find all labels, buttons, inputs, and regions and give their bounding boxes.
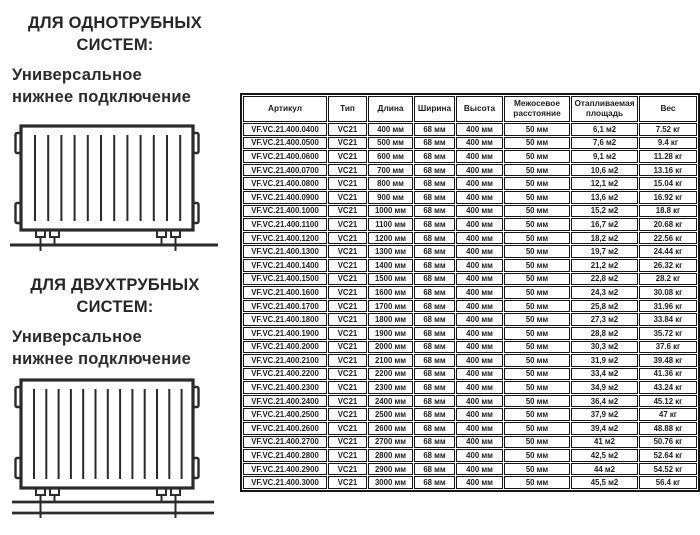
table-cell: VF.VC.21.400.0900 bbox=[243, 191, 327, 204]
table-cell: 2200 мм bbox=[368, 368, 413, 381]
table-cell: 50 мм bbox=[504, 327, 570, 340]
table-cell: 400 мм bbox=[456, 395, 503, 408]
two-pipe-heading-line1: ДЛЯ ДВУХТРУБНЫХ bbox=[30, 276, 200, 294]
table-cell: 1500 мм bbox=[368, 273, 413, 286]
table-cell: 600 мм bbox=[368, 150, 413, 163]
table-cell: 12,1 м2 bbox=[571, 177, 638, 190]
table-cell: 24.44 кг bbox=[639, 245, 697, 258]
table-cell: 400 мм bbox=[456, 123, 503, 136]
table-cell: 50 мм bbox=[504, 476, 570, 489]
table-cell: VC21 bbox=[328, 395, 367, 408]
table-cell: 400 мм bbox=[456, 300, 503, 313]
table-cell: 68 мм bbox=[414, 218, 455, 231]
table-cell: VC21 bbox=[328, 463, 367, 476]
table-cell: 34,9 м2 bbox=[571, 381, 638, 394]
table-cell: 42,5 м2 bbox=[571, 449, 638, 462]
spec-table bbox=[240, 93, 700, 492]
table-cell: 400 мм bbox=[456, 408, 503, 421]
table-cell: 1000 мм bbox=[368, 205, 413, 218]
table-cell: VF.VC.21.400.2100 bbox=[243, 354, 327, 367]
table-cell: 41.36 кг bbox=[639, 368, 697, 381]
table-cell: VC21 bbox=[328, 191, 367, 204]
table-cell: 400 мм bbox=[456, 368, 503, 381]
col-header-article: Артикул bbox=[243, 96, 327, 122]
table-cell: 18,2 м2 bbox=[571, 232, 638, 245]
table-cell: VF.VC.21.400.2600 bbox=[243, 422, 327, 435]
table-cell: 50 мм bbox=[504, 368, 570, 381]
table-cell: 68 мм bbox=[414, 476, 455, 489]
table-cell: VF.VC.21.400.0500 bbox=[243, 137, 327, 150]
spec-table-body bbox=[243, 123, 697, 489]
table-cell: VF.VC.21.400.0400 bbox=[243, 123, 327, 136]
table-cell: 35.72 кг bbox=[639, 327, 697, 340]
table-row bbox=[243, 476, 697, 489]
table-cell: VC21 bbox=[328, 354, 367, 367]
table-cell: VF.VC.21.400.3000 bbox=[243, 476, 327, 489]
table-cell: 2800 мм bbox=[368, 449, 413, 462]
table-row bbox=[243, 463, 697, 476]
table-cell: 15,2 м2 bbox=[571, 205, 638, 218]
table-cell: VF.VC.21.400.2800 bbox=[243, 449, 327, 462]
table-cell: 400 мм bbox=[456, 137, 503, 150]
table-cell: 50 мм bbox=[504, 150, 570, 163]
table-cell: 18.8 кг bbox=[639, 205, 697, 218]
table-cell: VF.VC.21.400.0700 bbox=[243, 164, 327, 177]
table-cell: VF.VC.21.400.1700 bbox=[243, 300, 327, 313]
table-cell: 68 мм bbox=[414, 232, 455, 245]
table-cell: VF.VC.21.400.2500 bbox=[243, 408, 327, 421]
single-pipe-heading bbox=[6, 12, 224, 56]
table-cell: 50.76 кг bbox=[639, 436, 697, 449]
table-cell: 400 мм bbox=[456, 463, 503, 476]
table-cell: 400 мм bbox=[456, 164, 503, 177]
table-cell: 50 мм bbox=[504, 354, 570, 367]
table-cell: VF.VC.21.400.0600 bbox=[243, 150, 327, 163]
two-pipe-heading-line2: СИСТЕМ: bbox=[76, 298, 154, 316]
table-cell: 50 мм bbox=[504, 341, 570, 354]
spec-table-header bbox=[243, 96, 697, 122]
table-cell: 68 мм bbox=[414, 273, 455, 286]
table-cell: 50 мм bbox=[504, 449, 570, 462]
table-cell: VC21 bbox=[328, 368, 367, 381]
table-cell: VF.VC.21.400.0800 bbox=[243, 177, 327, 190]
table-cell: 1600 мм bbox=[368, 286, 413, 299]
table-cell: 50 мм bbox=[504, 245, 570, 258]
table-cell: 50 мм bbox=[504, 300, 570, 313]
table-cell: 44 м2 bbox=[571, 463, 638, 476]
two-pipe-subtitle-line1: Универсальное bbox=[12, 328, 142, 346]
table-row bbox=[243, 395, 697, 408]
table-cell: VC21 bbox=[328, 300, 367, 313]
table-cell: 50 мм bbox=[504, 218, 570, 231]
table-cell: VF.VC.21.400.2400 bbox=[243, 395, 327, 408]
table-cell: VC21 bbox=[328, 245, 367, 258]
table-cell: VF.VC.21.400.1000 bbox=[243, 205, 327, 218]
table-cell: 50 мм bbox=[504, 177, 570, 190]
table-cell: 2300 мм bbox=[368, 381, 413, 394]
table-cell: 7.52 кг bbox=[639, 123, 697, 136]
table-cell: 400 мм bbox=[456, 191, 503, 204]
table-cell: VC21 bbox=[328, 286, 367, 299]
table-cell: VF.VC.21.400.1200 bbox=[243, 232, 327, 245]
single-pipe-heading-line1: ДЛЯ ОДНОТРУБНЫХ bbox=[28, 14, 202, 32]
table-cell: 400 мм bbox=[456, 327, 503, 340]
table-cell: 68 мм bbox=[414, 150, 455, 163]
table-cell: 33,4 м2 bbox=[571, 368, 638, 381]
table-cell: 39,4 м2 bbox=[571, 422, 638, 435]
table-cell: 50 мм bbox=[504, 137, 570, 150]
col-header-weight: Вес bbox=[639, 96, 697, 122]
table-cell: 50 мм bbox=[504, 422, 570, 435]
table-cell: 68 мм bbox=[414, 177, 455, 190]
table-row bbox=[243, 123, 697, 136]
table-cell: 400 мм bbox=[456, 218, 503, 231]
table-cell: VC21 bbox=[328, 137, 367, 150]
table-cell: VC21 bbox=[328, 123, 367, 136]
table-cell: 36,4 м2 bbox=[571, 395, 638, 408]
table-row bbox=[243, 191, 697, 204]
table-cell: 68 мм bbox=[414, 449, 455, 462]
table-cell: VF.VC.21.400.1600 bbox=[243, 286, 327, 299]
table-cell: VC21 bbox=[328, 205, 367, 218]
table-cell: 52.64 кг bbox=[639, 449, 697, 462]
table-cell: 68 мм bbox=[414, 286, 455, 299]
table-cell: VC21 bbox=[328, 449, 367, 462]
table-cell: VF.VC.21.400.2300 bbox=[243, 381, 327, 394]
table-cell: VC21 bbox=[328, 150, 367, 163]
table-cell: VF.VC.21.400.1900 bbox=[243, 327, 327, 340]
table-cell: VC21 bbox=[328, 327, 367, 340]
table-cell: 1300 мм bbox=[368, 245, 413, 258]
table-row bbox=[243, 273, 697, 286]
table-cell: 13.16 кг bbox=[639, 164, 697, 177]
table-cell: 400 мм bbox=[456, 150, 503, 163]
table-row bbox=[243, 368, 697, 381]
table-cell: 68 мм bbox=[414, 422, 455, 435]
table-cell: 68 мм bbox=[414, 259, 455, 272]
table-row bbox=[243, 218, 697, 231]
table-row bbox=[243, 177, 697, 190]
table-cell: 30.08 кг bbox=[639, 286, 697, 299]
table-row bbox=[243, 286, 697, 299]
two-pipe-subtitle-line2: нижнее подключение bbox=[12, 350, 192, 368]
table-row bbox=[243, 205, 697, 218]
table-cell: VF.VC.21.400.1100 bbox=[243, 218, 327, 231]
table-cell: 31.96 кг bbox=[639, 300, 697, 313]
table-cell: 400 мм bbox=[456, 436, 503, 449]
table-cell: 400 мм bbox=[456, 205, 503, 218]
table-cell: 50 мм bbox=[504, 232, 570, 245]
table-cell: VC21 bbox=[328, 164, 367, 177]
table-cell: 28,8 м2 bbox=[571, 327, 638, 340]
table-cell: VF.VC.21.400.2900 bbox=[243, 463, 327, 476]
table-row bbox=[243, 245, 697, 258]
table-cell: 1200 мм bbox=[368, 232, 413, 245]
table-cell: 27,3 м2 bbox=[571, 313, 638, 326]
table-cell: VC21 bbox=[328, 232, 367, 245]
table-cell: 400 мм bbox=[456, 259, 503, 272]
table-cell: 50 мм bbox=[504, 436, 570, 449]
table-row bbox=[243, 232, 697, 245]
table-cell: VC21 bbox=[328, 422, 367, 435]
table-row bbox=[243, 449, 697, 462]
table-cell: 50 мм bbox=[504, 463, 570, 476]
table-cell: 400 мм bbox=[456, 273, 503, 286]
table-cell: VF.VC.21.400.1400 bbox=[243, 259, 327, 272]
col-header-width: Ширина bbox=[414, 96, 455, 122]
table-cell: 68 мм bbox=[414, 164, 455, 177]
table-cell: 37.6 кг bbox=[639, 341, 697, 354]
table-row bbox=[243, 137, 697, 150]
table-row bbox=[243, 408, 697, 421]
table-row bbox=[243, 381, 697, 394]
table-cell: 24,3 м2 bbox=[571, 286, 638, 299]
table-cell: 50 мм bbox=[504, 123, 570, 136]
table-cell: 700 мм bbox=[368, 164, 413, 177]
table-row bbox=[243, 164, 697, 177]
table-cell: 68 мм bbox=[414, 300, 455, 313]
table-cell: 1700 мм bbox=[368, 300, 413, 313]
col-header-heated-area: Отапливаемая площадь bbox=[571, 96, 638, 122]
table-cell: 50 мм bbox=[504, 286, 570, 299]
table-cell: 50 мм bbox=[504, 381, 570, 394]
table-cell: 16.92 кг bbox=[639, 191, 697, 204]
table-cell: 400 мм bbox=[456, 313, 503, 326]
col-header-length: Длина bbox=[368, 96, 413, 122]
table-cell: 15.04 кг bbox=[639, 177, 697, 190]
table-cell: 68 мм bbox=[414, 463, 455, 476]
table-cell: 50 мм bbox=[504, 395, 570, 408]
table-cell: 68 мм bbox=[414, 395, 455, 408]
table-cell: 400 мм bbox=[456, 381, 503, 394]
table-row bbox=[243, 327, 697, 340]
table-cell: VC21 bbox=[328, 436, 367, 449]
table-cell: 25,8 м2 bbox=[571, 300, 638, 313]
table-cell: 22.56 кг bbox=[639, 232, 697, 245]
table-cell: 28.2 кг bbox=[639, 273, 697, 286]
table-cell: 50 мм bbox=[504, 164, 570, 177]
table-cell: 26.32 кг bbox=[639, 259, 697, 272]
table-cell: 400 мм bbox=[456, 449, 503, 462]
table-cell: 31,9 м2 bbox=[571, 354, 638, 367]
table-cell: 68 мм bbox=[414, 436, 455, 449]
single-pipe-subtitle bbox=[12, 64, 230, 108]
table-cell: 50 мм bbox=[504, 205, 570, 218]
table-cell: 900 мм bbox=[368, 191, 413, 204]
table-cell: VF.VC.21.400.1800 bbox=[243, 313, 327, 326]
table-cell: 400 мм bbox=[456, 245, 503, 258]
table-cell: 50 мм bbox=[504, 313, 570, 326]
table-cell: 400 мм bbox=[456, 286, 503, 299]
table-cell: 9.4 кг bbox=[639, 137, 697, 150]
single-pipe-subtitle-line1: Универсальное bbox=[12, 66, 142, 84]
table-cell: 2400 мм bbox=[368, 395, 413, 408]
table-cell: VC21 bbox=[328, 408, 367, 421]
table-cell: 54.52 кг bbox=[639, 463, 697, 476]
table-cell: 68 мм bbox=[414, 408, 455, 421]
table-cell: 2600 мм bbox=[368, 422, 413, 435]
header-row bbox=[243, 96, 697, 122]
table-cell: 45,5 м2 bbox=[571, 476, 638, 489]
table-cell: 400 мм bbox=[456, 341, 503, 354]
two-pipe-subtitle bbox=[12, 326, 230, 370]
table-cell: 68 мм bbox=[414, 368, 455, 381]
table-cell: 400 мм bbox=[456, 354, 503, 367]
radiator-two-pipe-diagram bbox=[8, 370, 220, 522]
single-pipe-subtitle-line2: нижнее подключение bbox=[12, 88, 192, 106]
table-cell: 50 мм bbox=[504, 273, 570, 286]
col-header-height: Высота bbox=[456, 96, 503, 122]
table-cell: 68 мм bbox=[414, 327, 455, 340]
table-cell: VF.VC.21.400.1300 bbox=[243, 245, 327, 258]
table-cell: 41 м2 bbox=[571, 436, 638, 449]
col-header-axial-distance: Межосевое расстояние bbox=[504, 96, 570, 122]
table-cell: 39.48 кг bbox=[639, 354, 697, 367]
table-row bbox=[243, 300, 697, 313]
table-cell: 9,1 м2 bbox=[571, 150, 638, 163]
table-cell: 56.4 кг bbox=[639, 476, 697, 489]
table-cell: 2900 мм bbox=[368, 463, 413, 476]
table-cell: VF.VC.21.400.2700 bbox=[243, 436, 327, 449]
table-cell: VC21 bbox=[328, 218, 367, 231]
table-cell: VC21 bbox=[328, 177, 367, 190]
table-cell: 19,7 м2 bbox=[571, 245, 638, 258]
col-header-type: Тип bbox=[328, 96, 367, 122]
table-row bbox=[243, 341, 697, 354]
connection-info-column bbox=[0, 0, 235, 535]
table-cell: 50 мм bbox=[504, 191, 570, 204]
table-cell: VC21 bbox=[328, 381, 367, 394]
table-cell: 68 мм bbox=[414, 341, 455, 354]
table-cell: VC21 bbox=[328, 273, 367, 286]
table-cell: 45.12 кг bbox=[639, 395, 697, 408]
table-cell: 30,3 м2 bbox=[571, 341, 638, 354]
radiator-valves-icon bbox=[36, 230, 180, 251]
table-row bbox=[243, 259, 697, 272]
table-cell: 33.84 кг bbox=[639, 313, 697, 326]
table-cell: 1900 мм bbox=[368, 327, 413, 340]
table-cell: 400 мм bbox=[456, 476, 503, 489]
table-cell: 48.88 кг bbox=[639, 422, 697, 435]
table-cell: 500 мм bbox=[368, 137, 413, 150]
table-cell: 22,8 м2 bbox=[571, 273, 638, 286]
two-pipe-heading bbox=[6, 274, 224, 318]
table-cell: 400 мм bbox=[456, 177, 503, 190]
table-cell: 2100 мм bbox=[368, 354, 413, 367]
table-cell: 20.68 кг bbox=[639, 218, 697, 231]
table-cell: 400 мм bbox=[456, 422, 503, 435]
table-cell: VC21 bbox=[328, 341, 367, 354]
table-cell: 16,7 м2 bbox=[571, 218, 638, 231]
table-cell: 68 мм bbox=[414, 191, 455, 204]
table-cell: 3000 мм bbox=[368, 476, 413, 489]
table-cell: 50 мм bbox=[504, 408, 570, 421]
table-cell: 1400 мм bbox=[368, 259, 413, 272]
single-pipe-heading-line2: СИСТЕМ: bbox=[76, 36, 154, 54]
table-row bbox=[243, 313, 697, 326]
table-cell: VF.VC.21.400.2000 bbox=[243, 341, 327, 354]
radiator-single-pipe-diagram bbox=[8, 112, 220, 254]
table-cell: 68 мм bbox=[414, 205, 455, 218]
table-cell: 6,1 м2 bbox=[571, 123, 638, 136]
table-cell: VC21 bbox=[328, 476, 367, 489]
table-cell: 2500 мм bbox=[368, 408, 413, 421]
table-cell: 43.24 кг bbox=[639, 381, 697, 394]
table-cell: VF.VC.21.400.2200 bbox=[243, 368, 327, 381]
table-cell: 400 мм bbox=[368, 123, 413, 136]
table-cell: 1800 мм bbox=[368, 313, 413, 326]
table-cell: 50 мм bbox=[504, 259, 570, 272]
table-cell: VC21 bbox=[328, 259, 367, 272]
table-row bbox=[243, 422, 697, 435]
table-cell: 800 мм bbox=[368, 177, 413, 190]
table-row bbox=[243, 150, 697, 163]
table-row bbox=[243, 436, 697, 449]
table-cell: 400 мм bbox=[456, 232, 503, 245]
table-cell: VF.VC.21.400.1500 bbox=[243, 273, 327, 286]
table-cell: 68 мм bbox=[414, 123, 455, 136]
table-cell: 1100 мм bbox=[368, 218, 413, 231]
table-cell: 11.28 кг bbox=[639, 150, 697, 163]
table-cell: 13,6 м2 bbox=[571, 191, 638, 204]
table-row bbox=[243, 354, 697, 367]
table-cell: 7,6 м2 bbox=[571, 137, 638, 150]
table-cell: 2000 мм bbox=[368, 341, 413, 354]
table-cell: 68 мм bbox=[414, 354, 455, 367]
table-cell: 10,6 м2 bbox=[571, 164, 638, 177]
table-cell: 68 мм bbox=[414, 313, 455, 326]
table-cell: 37,9 м2 bbox=[571, 408, 638, 421]
table-cell: VC21 bbox=[328, 313, 367, 326]
table-cell: 68 мм bbox=[414, 381, 455, 394]
table-cell: 21,2 м2 bbox=[571, 259, 638, 272]
table-cell: 68 мм bbox=[414, 137, 455, 150]
table-cell: 47 кг bbox=[639, 408, 697, 421]
table-cell: 68 мм bbox=[414, 245, 455, 258]
table-cell: 2700 мм bbox=[368, 436, 413, 449]
